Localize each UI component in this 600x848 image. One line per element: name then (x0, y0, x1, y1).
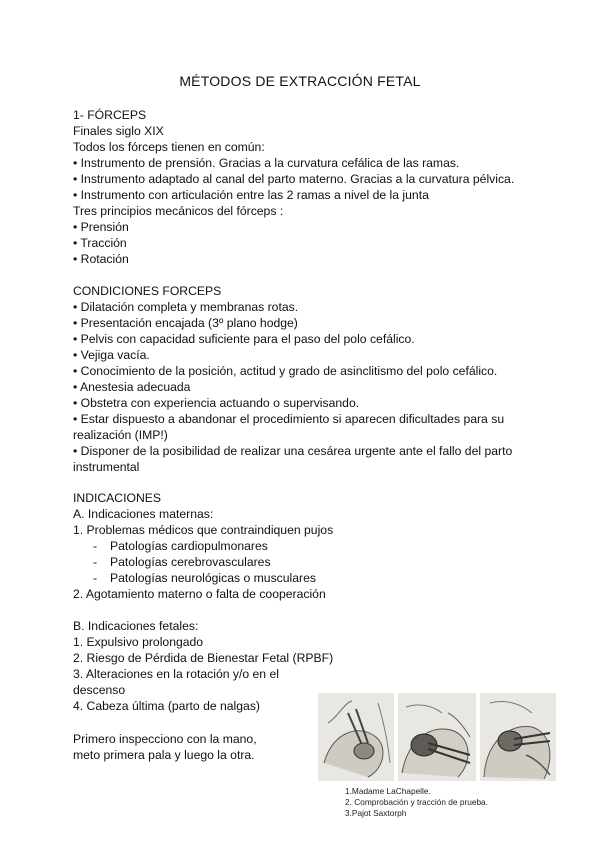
maternal-subitem: - Patologías cerebrovasculares (93, 555, 271, 569)
maternal-title: A. Indicaciones maternas: (73, 507, 214, 521)
fetal-item: 4. Cabeza última (parto de nalgas) (73, 699, 260, 713)
illustration-pajot-saxtorph (480, 693, 556, 781)
figure-caption: 2. Comprobación y tracción de prueba. (345, 797, 488, 807)
forceps-item: • Instrumento con articulación entre las 2 ramas a nivel de la junta (73, 188, 429, 202)
note-line: meto primera pala y luego la otra. (73, 748, 255, 762)
condition-item: • Dilatación completa y membranas rotas. (73, 300, 299, 314)
condition-item: • Pelvis con capacidad suficiente para el paso del polo cefálico. (73, 332, 415, 346)
maternal-subitem: - Patologías neurológicas o musculares (93, 571, 316, 585)
fetal-item: descenso (73, 683, 126, 697)
maternal-item: 2. Agotamiento materno o falta de cooperación (73, 587, 326, 601)
condition-item: • Presentación encajada (3º plano hodge) (73, 316, 298, 330)
figure-caption: 3.Pajot Saxtorph (345, 808, 407, 818)
illustration-traccion-prueba (398, 693, 476, 781)
conditions-heading: CONDICIONES FORCEPS (73, 284, 222, 298)
maternal-item: 1. Problemas médicos que contraindiquen pujos (73, 523, 334, 537)
condition-item: • Obstetra con experiencia actuando o supervisando. (73, 396, 360, 410)
condition-item: • Vejiga vacía. (73, 348, 150, 362)
maternal-subitem: - Patologías cardiopulmonares (93, 539, 268, 553)
condition-item: • Conocimiento de la posición, actitud y grado de asinclitismo del polo cefálico. (73, 364, 498, 378)
forceps-date: Finales siglo XIX (73, 124, 164, 138)
forceps-illustrations (318, 693, 600, 783)
fetal-item: 3. Alteraciones en la rotación y/o en el (73, 667, 279, 681)
fetal-item: 2. Riesgo de Pérdida de Bienestar Fetal (RPBF) (73, 651, 334, 665)
indications-heading: INDICACIONES (73, 491, 162, 505)
principle-item: • Tracción (73, 236, 127, 250)
principles-title: Tres principios mecánicos del fórceps : (73, 204, 284, 218)
figure-caption: 1.Madame LaChapelle. (345, 786, 431, 796)
illustration-lachapelle (318, 693, 394, 781)
forceps-item: • Instrumento adaptado al canal del parto materno. Gracias a la curvatura pélvica. (73, 172, 515, 186)
condition-item: • Estar dispuesto a abandonar el procedimiento si aparecen dificultades para su realización (IMP!) (73, 412, 505, 442)
forceps-common: Todos los fórceps tienen en común: (73, 140, 265, 154)
condition-item: • Disponer de la posibilidad de realizar una cesárea urgente ante el fallo del parto instrumental (73, 444, 513, 474)
forceps-heading: 1- FÓRCEPS (73, 108, 147, 122)
page-title: MÉTODOS DE EXTRACCIÓN FETAL (179, 73, 421, 89)
condition-item: • Anestesia adecuada (73, 380, 191, 394)
fetal-title: B. Indicaciones fetales: (73, 619, 199, 633)
principle-item: • Rotación (73, 252, 129, 266)
note-line: Primero inspecciono con la mano, (73, 732, 257, 746)
principle-item: • Prensión (73, 220, 129, 234)
fetal-item: 1. Expulsivo prolongado (73, 635, 204, 649)
forceps-item: • Instrumento de prensión. Gracias a la curvatura cefálica de las ramas. (73, 156, 460, 170)
